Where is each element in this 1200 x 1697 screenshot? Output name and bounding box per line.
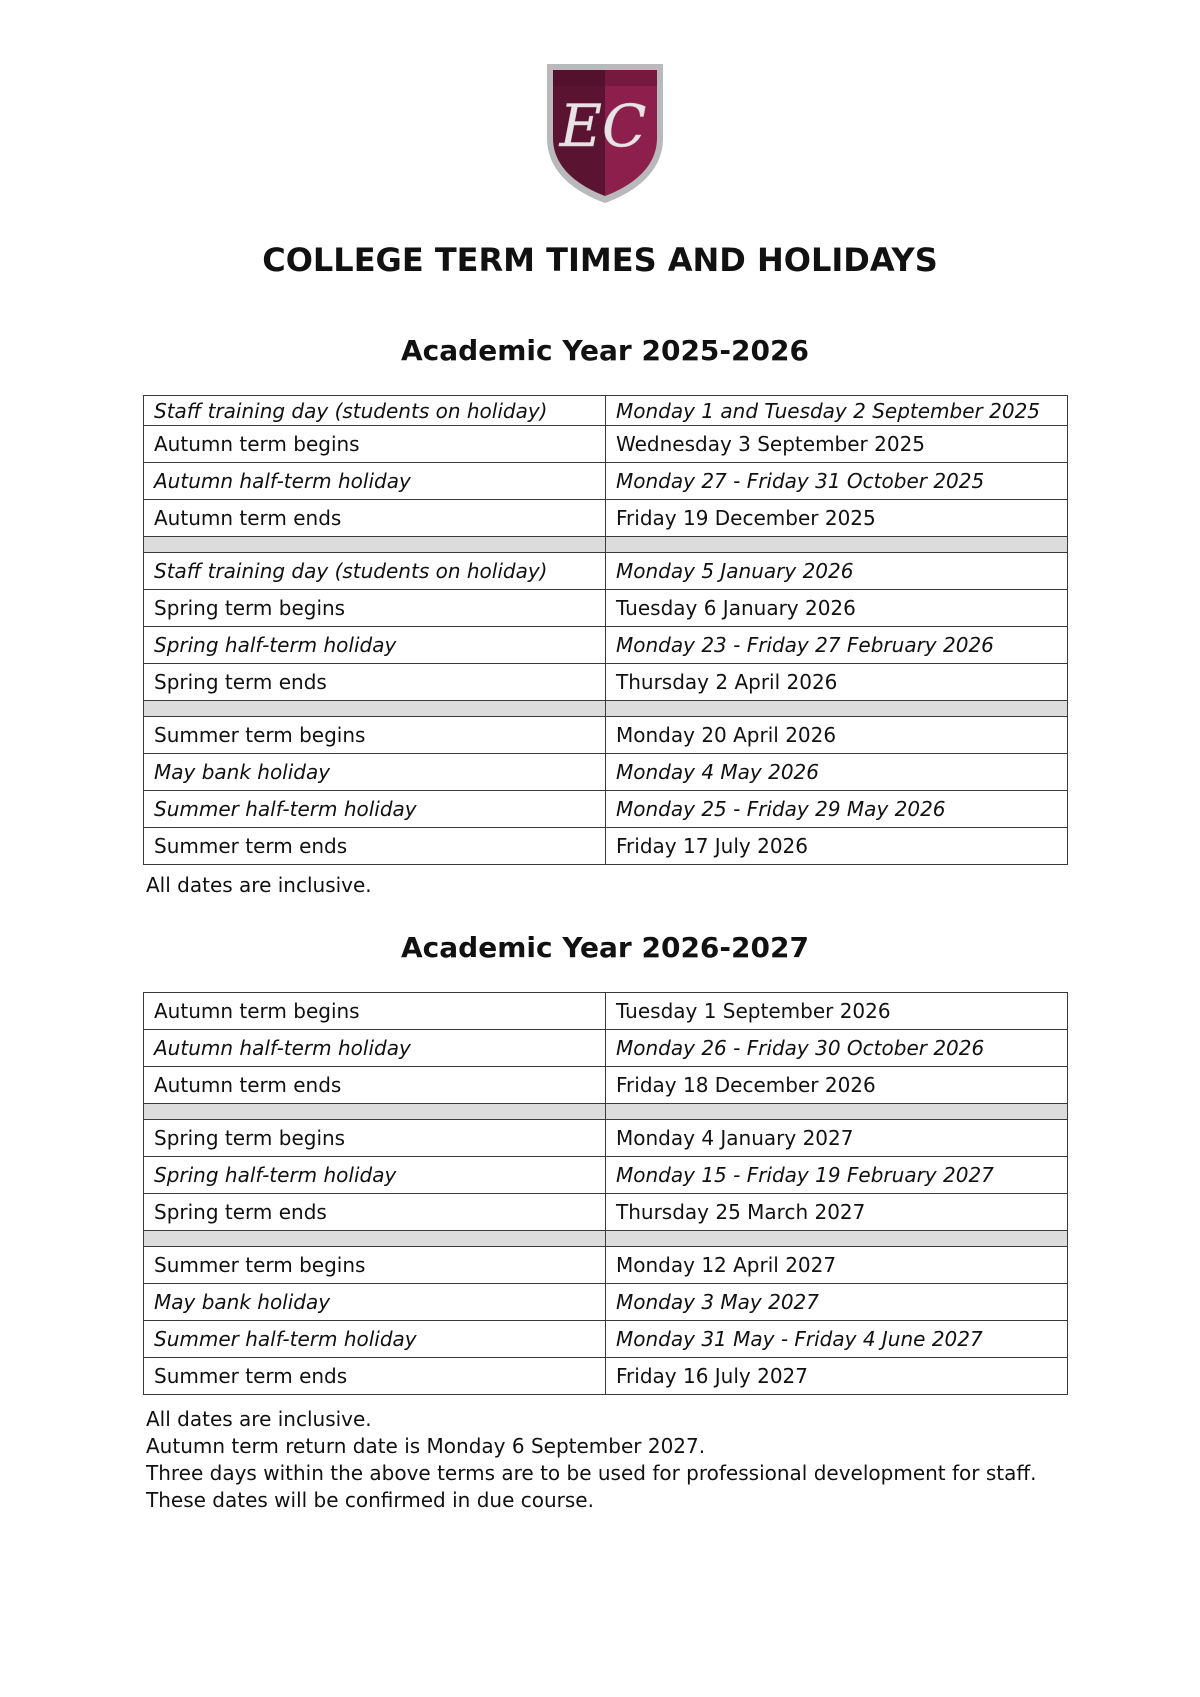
event-label: May bank holiday	[144, 754, 606, 791]
table-row	[144, 426, 1068, 463]
event-label: Spring term ends	[144, 1194, 606, 1231]
table-row	[144, 590, 1068, 627]
event-label: Summer half-term holiday	[144, 1321, 606, 1358]
event-date: Monday 5 January 2026	[606, 553, 1068, 590]
term-separator-row	[144, 701, 1068, 717]
event-date: Tuesday 1 September 2026	[606, 993, 1068, 1030]
table-row	[144, 754, 1068, 791]
table-row	[144, 1067, 1068, 1104]
event-label: Summer term ends	[144, 1358, 606, 1395]
year-heading-2026-2027: Academic Year 2026-2027	[401, 931, 809, 964]
confirmation-note: These dates will be confirmed in due course.	[146, 1488, 594, 1512]
autumn-return-note: Autumn term return date is Monday 6 September 2027.	[146, 1434, 706, 1458]
event-date: Monday 23 - Friday 27 February 2026	[606, 627, 1068, 664]
table-row	[144, 1157, 1068, 1194]
table-row	[144, 1284, 1068, 1321]
table-row	[144, 828, 1068, 865]
term-separator-row	[144, 1104, 1068, 1120]
event-label: Spring term begins	[144, 1120, 606, 1157]
event-label: Autumn half-term holiday	[144, 463, 606, 500]
table-row	[144, 500, 1068, 537]
event-label: Autumn term ends	[144, 500, 606, 537]
event-label: Spring term ends	[144, 664, 606, 701]
table-row	[144, 396, 1068, 426]
term-separator-row	[144, 537, 1068, 553]
event-label: Spring half-term holiday	[144, 627, 606, 664]
event-date: Tuesday 6 January 2026	[606, 590, 1068, 627]
event-label: Autumn term begins	[144, 426, 606, 463]
term-separator-row	[144, 1231, 1068, 1247]
event-label: Summer term ends	[144, 828, 606, 865]
event-date: Thursday 25 March 2027	[606, 1194, 1068, 1231]
year-heading-2025-2026: Academic Year 2025-2026	[401, 334, 809, 367]
crest-monogram: EC	[559, 92, 647, 160]
table-row	[144, 1194, 1068, 1231]
event-date: Monday 27 - Friday 31 October 2025	[606, 463, 1068, 500]
table-row	[144, 463, 1068, 500]
event-label: Staff training day (students on holiday)	[144, 396, 606, 426]
event-label: Summer term begins	[144, 717, 606, 754]
college-crest-logo	[543, 60, 667, 204]
event-date: Friday 17 July 2026	[606, 828, 1068, 865]
event-date: Monday 20 April 2026	[606, 717, 1068, 754]
event-date: Monday 15 - Friday 19 February 2027	[606, 1157, 1068, 1194]
term-dates-table-2025-2026	[143, 395, 1068, 865]
table-row	[144, 791, 1068, 828]
event-date: Monday 4 January 2027	[606, 1120, 1068, 1157]
event-date: Monday 26 - Friday 30 October 2026	[606, 1030, 1068, 1067]
event-date: Thursday 2 April 2026	[606, 664, 1068, 701]
table-row	[144, 1247, 1068, 1284]
event-date: Monday 3 May 2027	[606, 1284, 1068, 1321]
table-row	[144, 1030, 1068, 1067]
event-date: Wednesday 3 September 2025	[606, 426, 1068, 463]
inclusive-note-2025-2026: All dates are inclusive.	[146, 873, 372, 897]
table-row	[144, 553, 1068, 590]
event-label: Spring term begins	[144, 590, 606, 627]
event-date: Monday 1 and Tuesday 2 September 2025	[606, 396, 1068, 426]
staff-development-note: Three days within the above terms are to be used for professional development for staff.	[146, 1461, 1037, 1485]
table-row	[144, 1120, 1068, 1157]
table-row	[144, 993, 1068, 1030]
event-date: Monday 31 May - Friday 4 June 2027	[606, 1321, 1068, 1358]
event-date: Friday 19 December 2025	[606, 500, 1068, 537]
event-label: Autumn term ends	[144, 1067, 606, 1104]
event-date: Monday 12 April 2027	[606, 1247, 1068, 1284]
table-row	[144, 664, 1068, 701]
event-label: Spring half-term holiday	[144, 1157, 606, 1194]
event-date: Monday 25 - Friday 29 May 2026	[606, 791, 1068, 828]
inclusive-note-2026-2027: All dates are inclusive.	[146, 1407, 372, 1431]
event-date: Monday 4 May 2026	[606, 754, 1068, 791]
event-label: May bank holiday	[144, 1284, 606, 1321]
event-label: Staff training day (students on holiday)	[144, 553, 606, 590]
event-label: Autumn half-term holiday	[144, 1030, 606, 1067]
table-row	[144, 1321, 1068, 1358]
event-label: Summer term begins	[144, 1247, 606, 1284]
event-label: Autumn term begins	[144, 993, 606, 1030]
table-row	[144, 1358, 1068, 1395]
table-row	[144, 627, 1068, 664]
event-date: Friday 18 December 2026	[606, 1067, 1068, 1104]
table-row	[144, 717, 1068, 754]
event-label: Summer half-term holiday	[144, 791, 606, 828]
term-dates-table-2026-2027	[143, 992, 1068, 1395]
event-date: Friday 16 July 2027	[606, 1358, 1068, 1395]
page-title: COLLEGE TERM TIMES AND HOLIDAYS	[262, 241, 938, 279]
